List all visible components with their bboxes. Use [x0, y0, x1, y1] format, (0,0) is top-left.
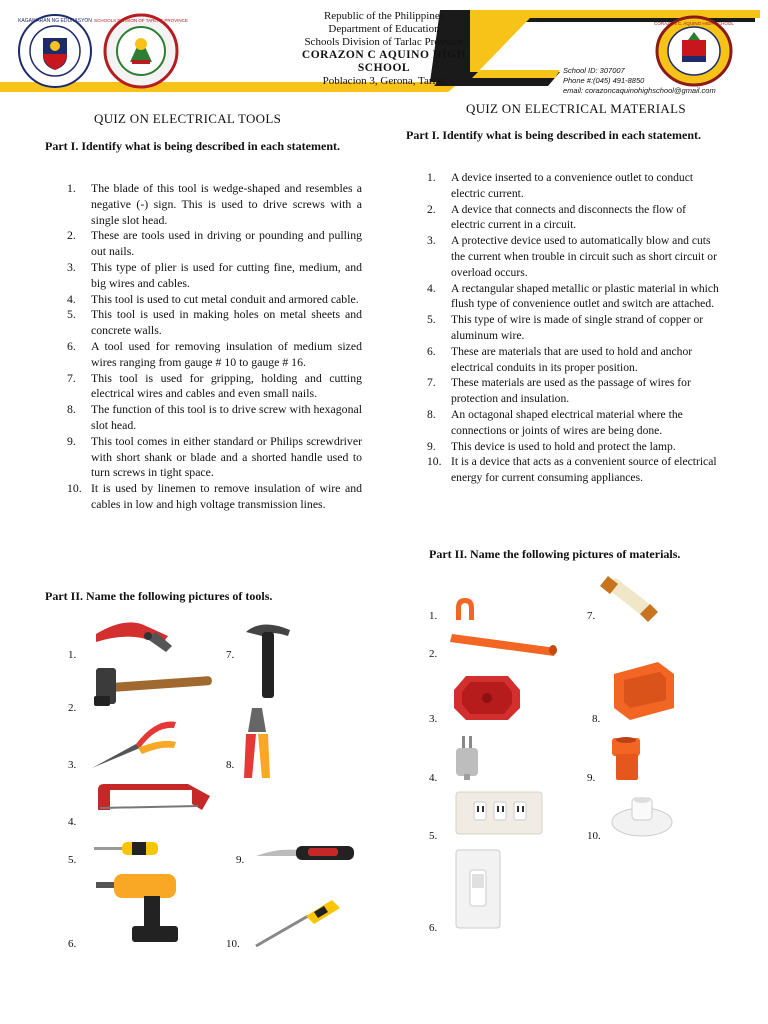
- tools-question-list: [45, 181, 362, 513]
- tool-pic-number: 10.: [226, 938, 240, 950]
- material-pic-number: 9.: [587, 772, 596, 784]
- materials-quiz-title: QUIZ ON ELECTRICAL MATERIALS: [466, 101, 686, 116]
- school-id: School ID: 307007: [563, 66, 625, 75]
- list-item: [405, 439, 723, 455]
- tools-part2-heading: Part II. Name the following pictures of tools.: [45, 589, 273, 603]
- octagonal-junction-box-picture: [452, 668, 522, 722]
- utility-box-picture: [606, 660, 676, 722]
- tool-pic-number: 3.: [68, 759, 77, 771]
- header-text: [278, 10, 490, 88]
- cordless-drill-picture: [94, 868, 190, 946]
- item-number: 3.: [427, 234, 436, 248]
- item-number: 9.: [427, 439, 436, 453]
- materials-question-list: [405, 170, 723, 486]
- material-pic-number: 10.: [587, 830, 601, 842]
- header-line-2: Department of Education: [328, 23, 440, 35]
- list-item: [45, 402, 362, 434]
- material-pic-number: 3.: [429, 713, 438, 725]
- header-line-1: Republic of the Philippines: [323, 10, 445, 22]
- long-nose-pliers-picture: [90, 712, 180, 772]
- claw-hammer-picture: [244, 618, 294, 700]
- item-text: This type of plier is used for cutting fine, medium, and big wires and cables.: [91, 259, 362, 290]
- linesman-pliers-picture: [240, 706, 274, 780]
- lamp-holder-picture: [610, 792, 674, 840]
- item-text: A device that connects and disconnects the flow of electric current in a circuit.: [451, 202, 687, 232]
- list-item: [405, 202, 723, 234]
- material-pic-number: 7.: [587, 610, 596, 622]
- material-pic-number: 5.: [429, 830, 438, 842]
- material-pic-number: 6.: [429, 922, 438, 934]
- tool-pic-number: 4.: [68, 816, 77, 828]
- item-text: The function of this tool is to drive screw with hexagonal slot head.: [91, 402, 362, 432]
- item-number: 1.: [427, 171, 436, 184]
- list-item: [405, 344, 723, 376]
- tool-pic-number: 8.: [226, 759, 235, 771]
- item-number: 6.: [67, 338, 76, 353]
- material-pic-number: 4.: [429, 772, 438, 784]
- item-text: The blade of this tool is wedge-shaped and resembles a negative (-) sign. This is used to drive screws with a single slot head.: [91, 181, 362, 227]
- list-item: [45, 181, 362, 228]
- item-number: 3.: [67, 259, 76, 274]
- list-item: [45, 481, 362, 513]
- list-item: [405, 454, 723, 486]
- item-number: 1.: [67, 181, 76, 195]
- conduit-clamp-picture: [452, 596, 478, 622]
- tools-quiz-title: QUIZ ON ELECTRICAL TOOLS: [94, 111, 282, 126]
- materials-part2-heading: Part II. Name the following pictures of materials.: [429, 547, 681, 561]
- list-item: [45, 260, 362, 292]
- item-number: 10.: [67, 481, 82, 496]
- list-item: [45, 434, 362, 481]
- hacksaw-picture: [94, 778, 216, 814]
- item-number: 9.: [67, 433, 76, 448]
- item-text: It is used by linemen to remove insulation of wire and cables in low and high voltage transmission lines.: [91, 481, 362, 511]
- tools-part1-heading: Part I. Identify what is being described in each statement.: [45, 139, 340, 153]
- list-item: [45, 228, 362, 260]
- item-text: It is a device that acts as a convenient source of electrical energy for current consuming appliances.: [451, 455, 717, 485]
- item-text: This tool is used to cut metal conduit and armored cable.: [91, 291, 359, 306]
- pocket-knife-picture: [254, 840, 356, 864]
- item-number: 6.: [427, 344, 436, 358]
- item-number: 2.: [67, 228, 76, 243]
- item-number: 5.: [427, 313, 436, 327]
- division-seal-text: SCHOOLS DIVISION OF TARLAC PROVINCE: [94, 18, 188, 23]
- item-text: This tool is used in making holes on metal sheets and concrete walls.: [91, 307, 362, 338]
- item-text: These are tools used in driving or pounding and pulling out nails.: [91, 228, 362, 259]
- electrical-conduit-pipe-picture: [450, 628, 558, 656]
- header-line-3: Schools Division of Tarlac Province: [304, 36, 464, 48]
- list-item: [405, 312, 723, 344]
- long-screwdriver-picture: [252, 896, 342, 950]
- material-pic-number: 8.: [592, 713, 601, 725]
- list-item: [405, 233, 723, 280]
- cartridge-fuse-picture: [598, 574, 658, 622]
- material-pic-number: 2.: [429, 648, 438, 660]
- item-text: A tool used for removing insulation of medium sized wires ranging from gauge # 10 to gauge # 16.: [91, 338, 362, 369]
- item-text: This device is used to hold and protect the lamp.: [451, 439, 676, 453]
- item-text: An octagonal shaped electrical material where the connections or joints of wires are being done.: [451, 407, 683, 437]
- item-text: These are materials that are used to hold and anchor electrical conduits in its proper position.: [451, 344, 693, 374]
- tool-pic-number: 5.: [68, 854, 77, 866]
- item-number: 2.: [427, 202, 436, 216]
- item-number: 4.: [427, 281, 436, 295]
- school-seal-text: CORAZON C. AQUINO HIGH SCHOOL: [654, 21, 734, 26]
- materials-part1-heading: Part I. Identify what is being described in each statement.: [406, 128, 701, 142]
- school-name: CORAZON C AQUINO HIGH SCHOOL: [301, 49, 467, 74]
- item-number: 8.: [67, 402, 76, 417]
- tool-pic-number: 1.: [68, 649, 77, 661]
- item-text: This type of wire is made of single strand of copper or aluminum wire.: [451, 313, 704, 342]
- tool-pic-number: 2.: [68, 702, 77, 714]
- claw-hammer-wood-picture: [94, 664, 214, 710]
- school-address: Poblacion 3, Gerona, Tarlac: [322, 75, 446, 87]
- school-phone: Phone #:(045) 491-8850: [563, 76, 645, 85]
- school-email: email: corazoncaquinohighschool@gmail.com: [563, 86, 716, 95]
- wire-stripper-tool-picture: [92, 614, 178, 662]
- item-text: A rectangular shaped metallic or plastic material in which flush type of convenience outlet and switch are attached.: [451, 281, 719, 311]
- division-seal-logo: [94, 14, 188, 88]
- list-item: [405, 375, 723, 407]
- list-item: [405, 281, 723, 313]
- item-text: This tool comes in either standard or Philips screwdriver with short shank or blade and a shorted handle used to turn screws in tight space.: [91, 433, 362, 480]
- item-number: 8.: [427, 407, 436, 421]
- tool-pic-number: 6.: [68, 938, 77, 950]
- list-item: [45, 307, 362, 339]
- item-number: 10.: [427, 455, 442, 469]
- item-number: 7.: [67, 370, 76, 385]
- tool-pic-number: 7.: [226, 649, 235, 661]
- item-number: 4.: [67, 291, 76, 306]
- list-item: [45, 292, 362, 308]
- material-pic-number: 1.: [429, 610, 438, 622]
- screwdriver-short-picture: [92, 838, 162, 860]
- list-item: [45, 371, 362, 403]
- list-item: [45, 339, 362, 371]
- deped-seal-logo: [18, 14, 92, 88]
- item-text: A device inserted to a convenience outlet to conduct electric current.: [451, 171, 694, 200]
- list-item: [405, 407, 723, 439]
- deped-seal-text: KAGAWARAN NG EDUKASYON: [18, 18, 92, 24]
- electrical-plug-picture: [454, 736, 480, 780]
- wall-switch-picture: [452, 846, 504, 932]
- item-number: 5.: [67, 307, 76, 322]
- tool-pic-number: 9.: [236, 854, 245, 866]
- item-text: This tool is used for gripping, holding and cutting electrical wires and cables and even small nails.: [91, 370, 362, 401]
- conduit-coupling-picture: [608, 736, 644, 782]
- convenience-outlet-picture: [454, 790, 544, 836]
- item-number: 7.: [427, 376, 436, 390]
- school-contact: [563, 66, 716, 96]
- item-text: A protective device used to automatically blow and cuts the current when trouble in circuit such as short circuit or overload occurs.: [451, 234, 717, 279]
- item-text: These materials are used as the passage of wires for protection and insulation.: [451, 376, 691, 406]
- list-item: [405, 170, 723, 202]
